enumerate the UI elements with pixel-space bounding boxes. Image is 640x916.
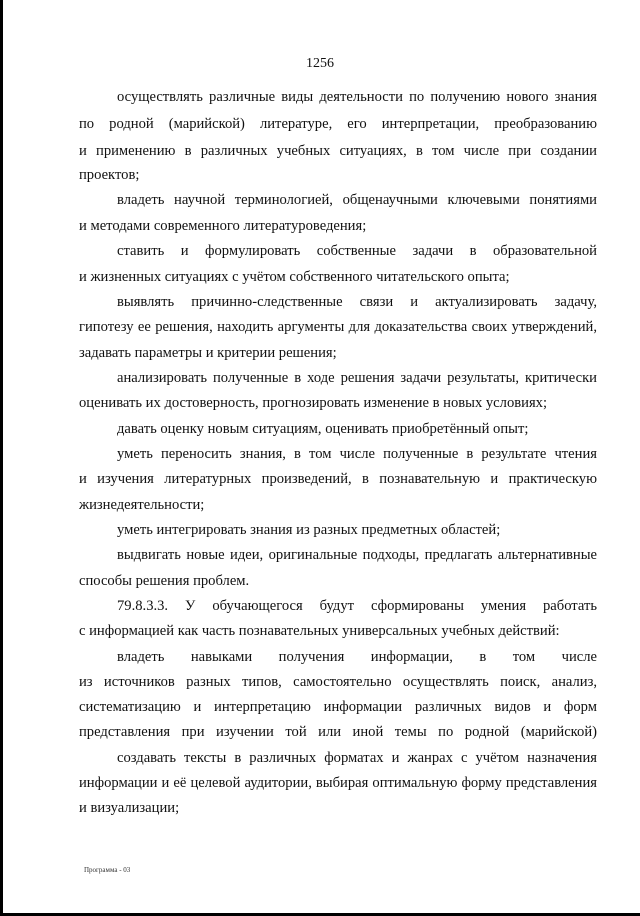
text-line: информации и её целевой аудитории, выбирая оптимальную форму представления [79,775,597,791]
text-line: анализировать полученные в ходе решения задачи результаты, критически [117,370,597,386]
text-line: владеть навыками получения информации, в том числе [117,649,597,665]
text-line: ставить и формулировать собственные задачи в образовательной [117,243,597,259]
text-line: и визуализации; [79,800,180,816]
text-line: и методами современного литературоведения; [79,218,367,234]
text-line: давать оценку новым ситуациям, оценивать приобретённый опыт; [117,421,529,437]
text-line: и изучения литературных произведений, в познавательную и практическую [79,471,597,487]
text-line: уметь переносить знания, в том числе полученные в результате чтения [117,446,597,462]
text-line: проектов; [79,167,140,183]
text-line: владеть научной терминологией, общенаучными ключевыми понятиями [117,192,597,208]
text-line: представления при изучении той или иной темы по родной (марийской) [79,724,597,740]
text-line: из источников разных типов, самостоятельно осуществлять поиск, анализ, [79,674,597,690]
text-line: выдвигать новые идеи, оригинальные подходы, предлагать альтернативные [117,547,597,563]
section-heading-line: 79.8.3.3. У обучающегося будут сформированы умения работать [117,598,597,614]
scan-border-left [0,0,3,916]
text-line: систематизацию и интерпретацию информации различных видов и форм [79,699,597,715]
text-line: оценивать их достоверность, прогнозировать изменение в новых условиях; [79,395,548,411]
text-line: выявлять причинно-следственные связи и актуализировать задачу, [117,294,597,310]
text-line: по родной (марийской) литературе, его интерпретации, преобразованию [79,116,597,132]
text-line: способы решения проблем. [79,573,250,589]
text-line: гипотезу ее решения, находить аргументы для доказательства своих утверждений, [79,319,597,335]
text-line: с информацией как часть познавательных универсальных учебных действий: [79,623,560,639]
text-line: задавать параметры и критерии решения; [79,345,337,361]
text-line: уметь интегрировать знания из разных предметных областей; [117,522,501,538]
text-line: и жизненных ситуациях с учётом собственного читательского опыта; [79,269,510,285]
text-line: и применению в различных учебных ситуациях, в том числе при создании [79,143,597,159]
page-number: 1256 [306,56,334,71]
text-line: осуществлять различные виды деятельности по получению нового знания [117,89,597,105]
text-line: жизнедеятельности; [79,497,205,513]
text-line: создавать тексты в различных форматах и жанрах с учётом назначения [117,750,597,766]
footer-label: Программа - 03 [84,866,131,874]
